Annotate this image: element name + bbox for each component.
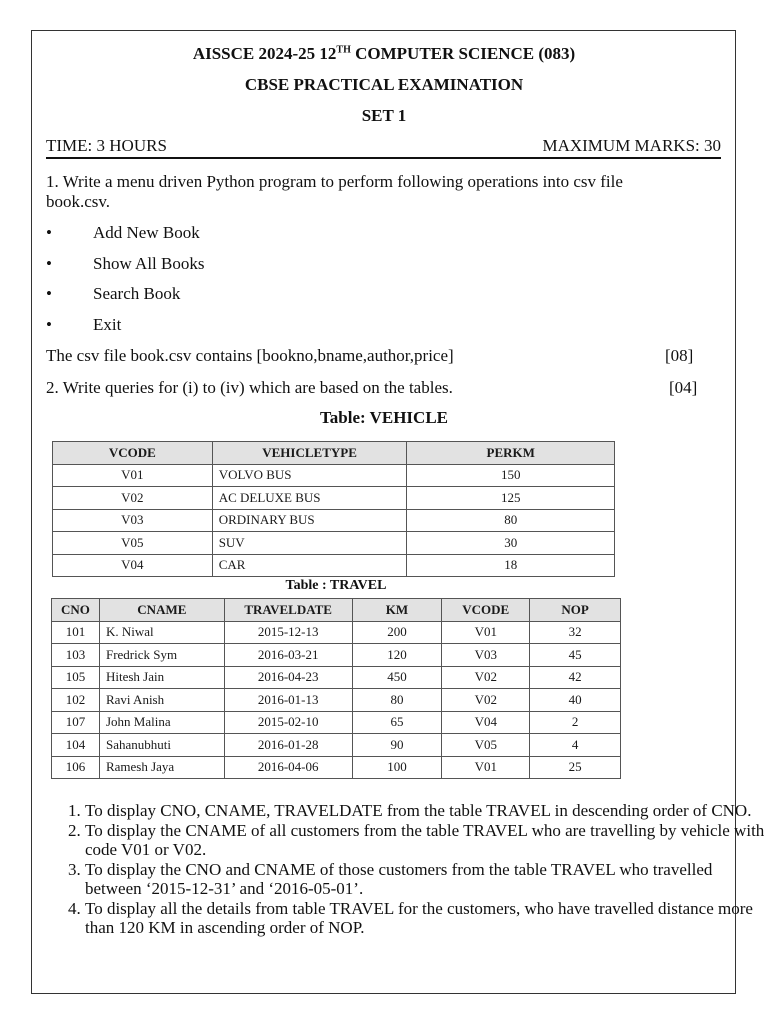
vehicle-cell: 30 <box>407 532 615 555</box>
travel-col-nop: NOP <box>530 599 621 622</box>
table-row <box>52 644 621 667</box>
travel-header-row <box>52 599 621 622</box>
travel-cell: 104 <box>52 734 100 757</box>
vehicle-cell: VOLVO BUS <box>212 464 407 487</box>
title-text-rest: COMPUTER SCIENCE (083) <box>350 44 576 63</box>
q2-marks: [04] <box>669 378 698 397</box>
travel-cell: 65 <box>352 711 442 734</box>
bullet-icon: • <box>46 315 52 334</box>
vehicle-cell: V04 <box>53 554 213 577</box>
travel-cell: 120 <box>352 644 442 667</box>
travel-cell: Ramesh Jaya <box>99 756 224 779</box>
vehicle-cell: V02 <box>53 487 213 510</box>
travel-cell: 32 <box>530 621 621 644</box>
travel-cell: 2015-02-10 <box>224 711 352 734</box>
table-row <box>53 487 615 510</box>
travel-cell: 2015-12-13 <box>224 621 352 644</box>
q1-text-line1: 1. Write a menu driven Python program to perform following operations into csv file <box>46 172 623 191</box>
travel-cell: 100 <box>352 756 442 779</box>
travel-cell: 90 <box>352 734 442 757</box>
travel-cell: V01 <box>442 756 530 779</box>
option-add-book: Add New Book <box>93 223 200 242</box>
travel-cell: 106 <box>52 756 100 779</box>
travel-cell: V01 <box>442 621 530 644</box>
q1-marks: [08] <box>665 346 694 365</box>
vehicle-cell: ORDINARY BUS <box>212 509 407 532</box>
table-row <box>53 509 615 532</box>
vehicle-cell: 18 <box>407 554 615 577</box>
vehicle-cell: AC DELUXE BUS <box>212 487 407 510</box>
table-row <box>53 464 615 487</box>
travel-cell: 2016-04-06 <box>224 756 352 779</box>
vehicle-col-perkm: PERKM <box>407 442 615 465</box>
vehicle-cell: CAR <box>212 554 407 577</box>
travel-cell: 103 <box>52 644 100 667</box>
vehicle-cell: SUV <box>212 532 407 555</box>
travel-col-km: KM <box>352 599 442 622</box>
travel-cell: V05 <box>442 734 530 757</box>
travel-cell: V02 <box>442 666 530 689</box>
travel-cell: 450 <box>352 666 442 689</box>
travel-cell: Sahanubhuti <box>99 734 224 757</box>
exam-subtitle: CBSE PRACTICAL EXAMINATION <box>244 75 524 94</box>
list-item: 4. To display all the details from table TRAVEL for the customers, who have travelled distance more than 120 KM in ascending order of NOP. <box>85 899 765 938</box>
travel-cell: 101 <box>52 621 100 644</box>
title-text: AISSCE 2024-25 12 <box>192 44 337 63</box>
travel-col-vcode: VCODE <box>442 599 530 622</box>
travel-cell: 80 <box>352 689 442 712</box>
vehicle-table-title: Table: VEHICLE <box>319 408 448 427</box>
table-row <box>53 532 615 555</box>
table-row <box>52 689 621 712</box>
table-row <box>52 621 621 644</box>
travel-cell: 2016-01-13 <box>224 689 352 712</box>
travel-cell: 2016-03-21 <box>224 644 352 667</box>
option-exit: Exit <box>93 315 122 334</box>
travel-col-cname: CNAME <box>99 599 224 622</box>
travel-cell: V02 <box>442 689 530 712</box>
travel-cell: Ravi Anish <box>99 689 224 712</box>
travel-cell: 200 <box>352 621 442 644</box>
travel-cell: 45 <box>530 644 621 667</box>
q2-text: 2. Write queries for (i) to (iv) which are based on the tables. <box>46 378 453 397</box>
q1-text-line2: book.csv. <box>46 192 111 211</box>
travel-cell: 4 <box>530 734 621 757</box>
query-list <box>46 801 765 938</box>
vehicle-cell: V03 <box>53 509 213 532</box>
vehicle-col-type: VEHICLETYPE <box>212 442 407 465</box>
travel-cell: K. Niwal <box>99 621 224 644</box>
travel-col-cno: CNO <box>52 599 100 622</box>
time-label: TIME: 3 HOURS <box>46 136 167 155</box>
exam-title <box>0 44 768 64</box>
vehicle-header-row <box>53 442 615 465</box>
header-divider <box>46 157 721 159</box>
table-row <box>52 734 621 757</box>
list-item: 2. To display the CNAME of all customers from the table TRAVEL who are travelling by vehicle with code V01 or V02. <box>85 821 765 860</box>
table-row <box>52 756 621 779</box>
travel-cell: V04 <box>442 711 530 734</box>
max-marks-label: MAXIMUM MARKS: 30 <box>542 136 721 155</box>
travel-cell: 105 <box>52 666 100 689</box>
travel-cell: John Malina <box>99 711 224 734</box>
bullet-icon: • <box>46 284 52 303</box>
travel-cell: 2 <box>530 711 621 734</box>
q1-note: The csv file book.csv contains [bookno,bname,author,price] <box>46 346 454 365</box>
vehicle-cell: 125 <box>407 487 615 510</box>
set-label: SET 1 <box>361 106 407 125</box>
travel-cell: V03 <box>442 644 530 667</box>
list-item: 1. To display CNO, CNAME, TRAVELDATE from the table TRAVEL in descending order of CNO. <box>85 801 765 821</box>
vehicle-cell: 150 <box>407 464 615 487</box>
table-row <box>52 666 621 689</box>
vehicle-col-vcode: VCODE <box>53 442 213 465</box>
travel-cell: 40 <box>530 689 621 712</box>
table-row <box>52 711 621 734</box>
travel-cell: Hitesh Jain <box>99 666 224 689</box>
vehicle-cell: V01 <box>53 464 213 487</box>
travel-table-title: Table : TRAVEL <box>285 578 387 593</box>
option-search-book: Search Book <box>93 284 181 303</box>
travel-cell: 2016-01-28 <box>224 734 352 757</box>
vehicle-cell: 80 <box>407 509 615 532</box>
travel-cell: 102 <box>52 689 100 712</box>
bullet-icon: • <box>46 254 52 273</box>
travel-cell: 107 <box>52 711 100 734</box>
travel-cell: 42 <box>530 666 621 689</box>
travel-col-traveldate: TRAVELDATE <box>224 599 352 622</box>
option-show-books: Show All Books <box>93 254 205 273</box>
table-row <box>53 554 615 577</box>
travel-cell: Fredrick Sym <box>99 644 224 667</box>
vehicle-cell: V05 <box>53 532 213 555</box>
list-item: 3. To display the CNO and CNAME of those customers from the table TRAVEL who travelled between ‘2015-12-31’ and ‘2016-05-01’. <box>85 860 765 899</box>
bullet-icon: • <box>46 223 52 242</box>
travel-cell: 25 <box>530 756 621 779</box>
travel-cell: 2016-04-23 <box>224 666 352 689</box>
vehicle-table <box>52 441 615 577</box>
travel-table <box>51 598 621 779</box>
title-superscript: TH <box>336 44 351 56</box>
